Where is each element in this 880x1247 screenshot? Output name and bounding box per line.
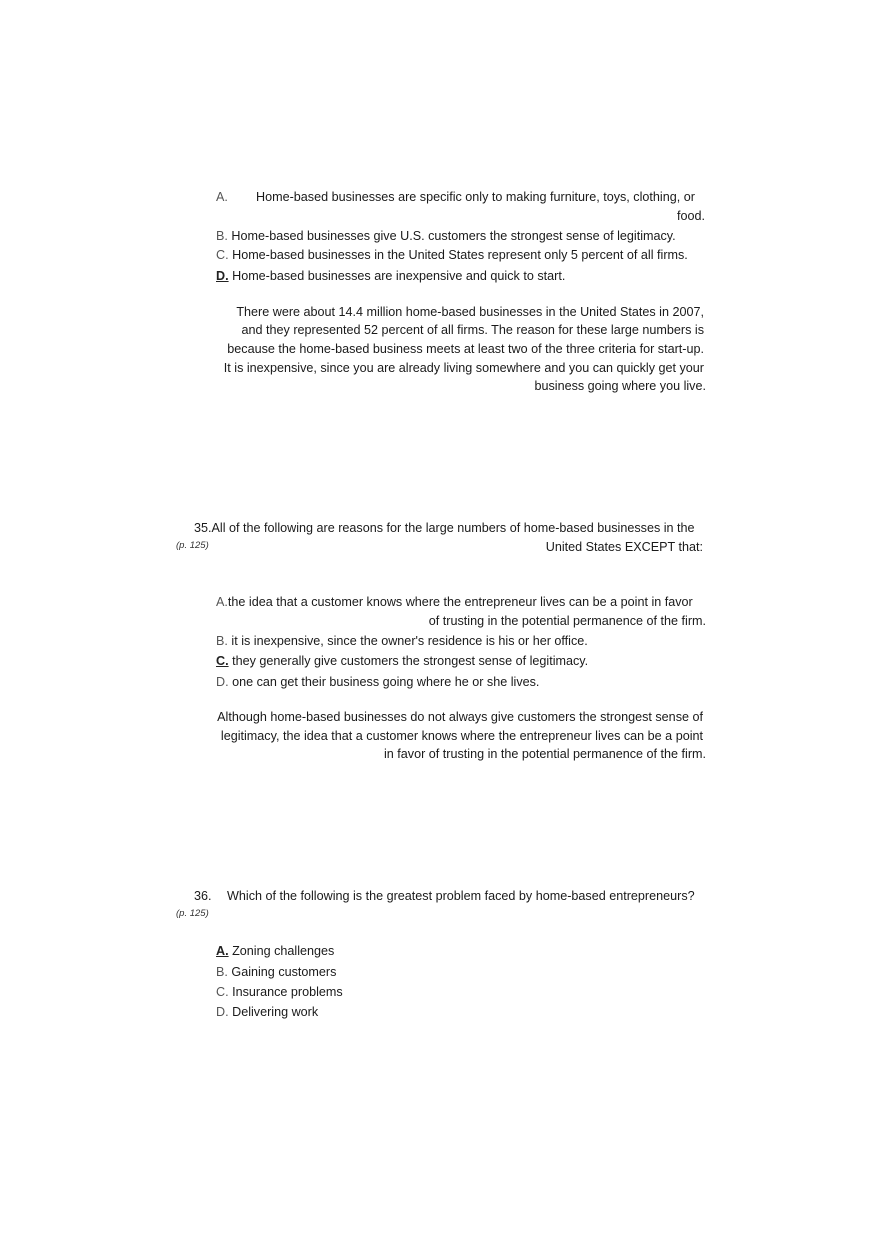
explanation-line: in favor of trusting in the potential permanence of the firm. (383, 747, 706, 761)
option-a-text: Home-based businesses are specific only to making furniture, toys, clothing, or (256, 190, 695, 204)
option-text: Home-based businesses give U.S. customers the strongest sense of legitimacy. (231, 229, 676, 243)
option-text: the idea that a customer knows where the entrepreneur lives can be a point in favor (227, 595, 693, 609)
option-b (216, 227, 676, 246)
question-stem (194, 519, 695, 538)
correct-answer-letter: A. (216, 944, 229, 958)
option-text: they generally give customers the strongest sense of legitimacy. (232, 654, 589, 668)
option-d-correct (216, 267, 565, 286)
correct-answer-letter: D. (216, 269, 229, 283)
page-reference: (p. 125) (176, 540, 209, 551)
option-letter: B. (216, 229, 228, 243)
option-text: Gaining customers (231, 965, 337, 979)
option-letter: A. (216, 595, 228, 609)
explanation-line: because the home-based business meets at least two of the three criteria for start-up. (227, 342, 704, 356)
option-text: Home-based businesses in the United States represent only 5 percent of all firms. (232, 248, 688, 262)
option-c (216, 983, 343, 1002)
option-a-text-cont: food. (676, 209, 705, 223)
option-a-text-cont: of trusting in the potential permanence of the firm. (428, 614, 706, 628)
option-letter: A. (216, 190, 228, 204)
option-text: it is inexpensive, since the owner's residence is his or her office. (231, 634, 588, 648)
question-number: 36. (194, 889, 212, 903)
option-d (216, 1003, 318, 1022)
option-c-correct (216, 652, 588, 671)
option-letter: D. (216, 1005, 229, 1019)
option-a-correct (216, 942, 334, 961)
option-a (216, 188, 228, 207)
option-text: Zoning challenges (232, 944, 335, 958)
option-text: Delivering work (232, 1005, 319, 1019)
explanation-line: Although home-based businesses do not always give customers the strongest sense of (217, 710, 703, 724)
question-text: All of the following are reasons for the large numbers of home-based businesses in the (211, 521, 695, 535)
option-letter: C. (216, 985, 229, 999)
option-b (216, 963, 336, 982)
option-letter: D. (216, 675, 229, 689)
explanation-line: There were about 14.4 million home-based businesses in the United States in 2007, (236, 305, 704, 319)
option-letter: C. (216, 248, 229, 262)
page-reference: (p. 125) (176, 908, 209, 919)
question-text-cont: United States EXCEPT that: (545, 540, 703, 554)
option-c (216, 246, 688, 265)
explanation-line: business going where you live. (534, 379, 706, 393)
explanation-line: and they represented 52 percent of all firms. The reason for these large numbers is (241, 323, 704, 337)
option-letter: B. (216, 965, 228, 979)
option-text: Insurance problems (232, 985, 343, 999)
question-text: Which of the following is the greatest problem faced by home-based entrepreneurs? (227, 889, 695, 903)
option-letter: B. (216, 634, 228, 648)
question-number: 35. (194, 521, 212, 535)
option-b (216, 632, 588, 651)
option-a (216, 593, 693, 612)
option-text: one can get their business going where he or she lives. (232, 675, 540, 689)
option-text: Home-based businesses are inexpensive and quick to start. (232, 269, 566, 283)
option-d (216, 673, 539, 692)
explanation-line: It is inexpensive, since you are already living somewhere and you can quickly get your (223, 361, 704, 375)
explanation-line: legitimacy, the idea that a customer knows where the entrepreneur lives can be a point (220, 729, 703, 743)
correct-answer-letter: C. (216, 654, 229, 668)
